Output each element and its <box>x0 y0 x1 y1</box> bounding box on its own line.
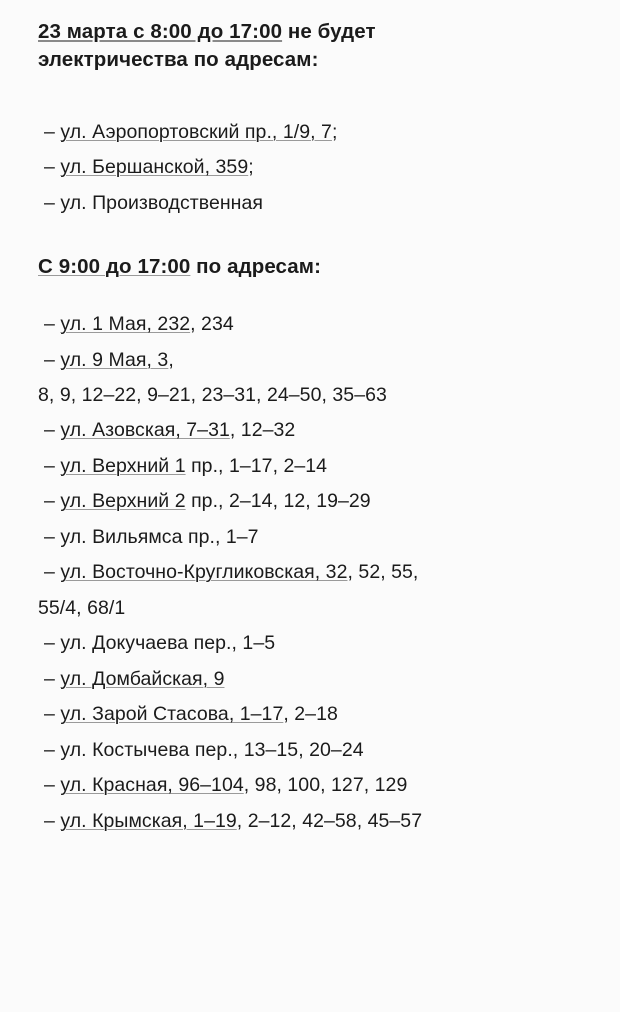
section2-address-list <box>38 307 594 839</box>
list-item <box>38 449 594 484</box>
page-title <box>38 18 594 75</box>
list-item <box>38 520 594 555</box>
dash: – <box>44 191 55 214</box>
address-tail: , 2–12, 42–58, 45–57 <box>236 809 423 832</box>
address-main: ул. Докучаева пер., 1–5 <box>60 632 276 655</box>
address-main: ул. 9 Мая, 3 <box>60 348 169 371</box>
list-item <box>38 186 594 221</box>
address-main: ул. Азовская, 7–31 <box>60 419 230 442</box>
address-main: ул. Бершанской, 359 <box>60 156 249 179</box>
address-main: ул. Производственная <box>60 191 263 214</box>
address-main: ул. Верхний 1 <box>60 454 186 477</box>
section1-heading-line2: электричества по адресам: <box>38 48 319 72</box>
address-main: ул. Крымская, 1–19 <box>60 809 237 832</box>
dash: – <box>44 561 55 584</box>
address-main: ул. Зарой Стасова, 1–17 <box>60 703 284 726</box>
list-item <box>38 768 594 803</box>
list-item <box>38 115 594 150</box>
dash: – <box>44 156 55 179</box>
list-item-continuation: 55/4, 68/1 <box>38 596 126 619</box>
list-item <box>38 307 594 342</box>
address-main: ул. Красная, 96–104 <box>60 774 244 797</box>
address-tail: , 98, 100, 127, 129 <box>243 774 408 797</box>
address-tail: , 52, 55, <box>347 561 419 584</box>
section1-time-range: 23 марта с 8:00 до 17:00 <box>38 20 283 43</box>
section2-title <box>38 255 594 279</box>
dash: – <box>44 313 55 336</box>
address-tail: , 234 <box>190 313 234 336</box>
list-item <box>38 343 594 378</box>
list-item <box>38 555 594 590</box>
section1-heading-rest: не будет <box>282 20 376 43</box>
dash: – <box>44 774 55 797</box>
dash: – <box>44 667 55 690</box>
address-tail: ; <box>331 120 338 143</box>
address-main: ул. 1 Мая, 232 <box>60 313 191 336</box>
list-item <box>38 150 594 185</box>
address-main: ул. Восточно-Кругликовская, 32 <box>60 561 348 584</box>
section2-heading-rest: по адресам: <box>190 255 321 279</box>
list-item <box>38 484 594 519</box>
address-main: ул. Вильямса пр., 1–7 <box>60 525 259 548</box>
spacer-between-sections <box>38 221 594 255</box>
dash: – <box>44 490 55 513</box>
section1-address-list <box>38 115 594 221</box>
address-tail: пр., 1–17, 2–14 <box>185 454 328 477</box>
dash: – <box>44 809 55 832</box>
list-item <box>38 697 594 732</box>
address-main: ул. Костычева пер., 13–15, 20–24 <box>60 738 364 761</box>
list-item <box>38 733 594 768</box>
address-main: ул. Домбайская, 9 <box>60 667 225 690</box>
dash: – <box>44 419 55 442</box>
section2-time-range: С 9:00 до 17:00 <box>38 255 191 279</box>
address-tail: , 2–18 <box>283 703 338 726</box>
address-tail: , <box>168 348 174 371</box>
list-item-continuation: 8, 9, 12–22, 9–21, 23–31, 24–50, 35–63 <box>38 383 387 406</box>
address-tail: пр., 2–14, 12, 19–29 <box>185 490 371 513</box>
dash: – <box>44 120 55 143</box>
spacer-after-title <box>38 75 594 115</box>
spacer-after-section2-title <box>38 279 594 307</box>
address-tail: ; <box>248 156 254 179</box>
dash: – <box>44 348 55 371</box>
address-tail: , 12–32 <box>229 419 296 442</box>
list-item <box>38 413 594 448</box>
list-item <box>38 626 594 661</box>
address-main: ул. Аэропортовский пр., 1/9, 7 <box>60 120 332 143</box>
dash: – <box>44 738 55 761</box>
dash: – <box>44 454 55 477</box>
list-item <box>38 804 594 839</box>
address-main: ул. Верхний 2 <box>60 490 186 513</box>
dash: – <box>44 703 55 726</box>
dash: – <box>44 525 55 548</box>
dash: – <box>44 632 55 655</box>
list-item <box>38 662 594 697</box>
